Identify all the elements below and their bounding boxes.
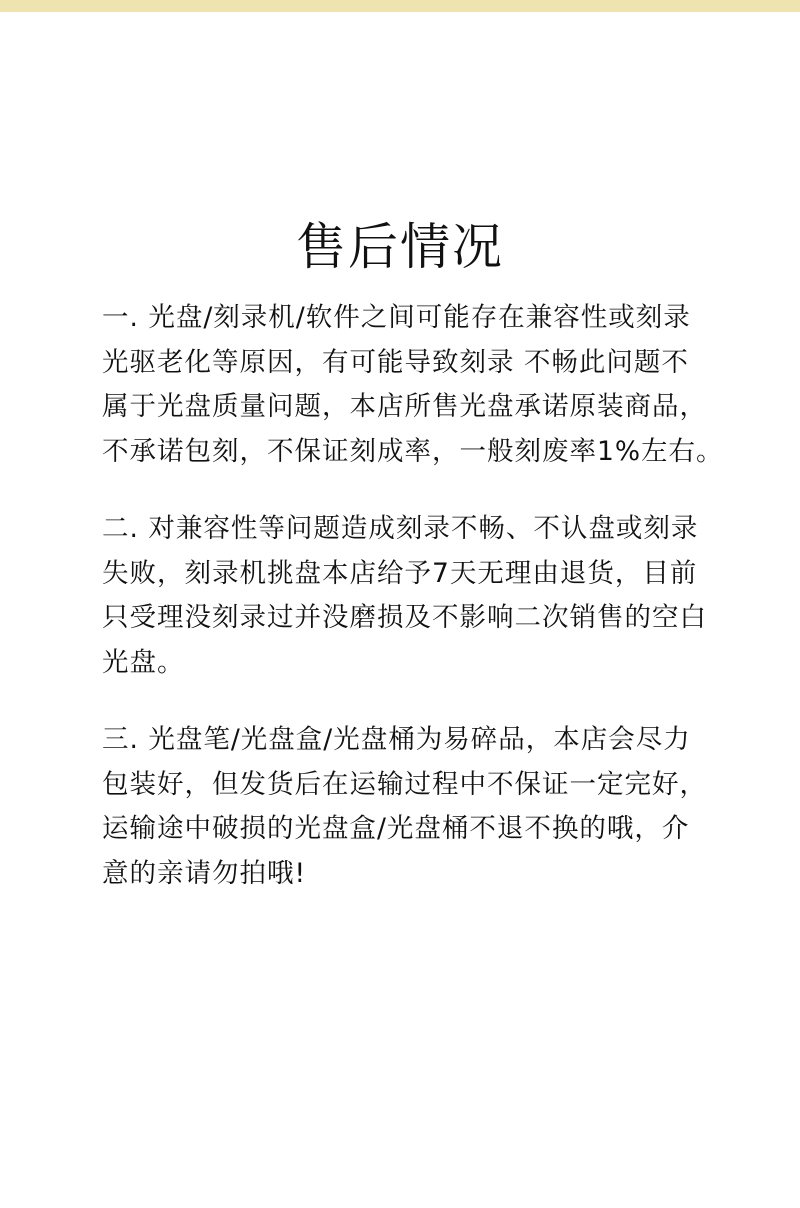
paragraph-line: 光盘。 — [102, 646, 185, 678]
paragraph-line: 光驱老化等原因，有可能导致刻录 不畅此问题不 — [102, 346, 689, 378]
paragraph-line: 失败，刻录机挑盘本店给予7天无理由退货，目前 — [102, 557, 698, 589]
policy-section-compatibility — [102, 296, 742, 474]
paragraph-line: 二. 对兼容性等问题造成刻录不畅、不认盘或刻录 — [102, 513, 699, 544]
page-title: 售后情况 — [296, 218, 504, 276]
paragraph-line: 三. 光盘笔/光盘盒/光盘桶为易碎品，本店会尽力 — [102, 724, 691, 755]
paragraph-line: 只受理没刻录过并没磨损及不影响二次销售的空白 — [102, 602, 707, 633]
policy-section-fragile-items — [102, 718, 742, 896]
paragraph-line: 不承诺包刻，不保证刻成率，一般刻废率1%左右。 — [102, 435, 724, 467]
paragraph-line: 意的亲请勿拍哦! — [102, 857, 307, 889]
policy-section-returns — [102, 507, 742, 685]
paragraph-line: 包装好，但发货后在运输过程中不保证一定完好， — [102, 768, 707, 800]
paragraph-line: 属于光盘质量问题，本店所售光盘承诺原装商品， — [102, 391, 707, 422]
top-color-band — [0, 0, 800, 12]
paragraph-line: 运输途中破损的光盘盒/光盘桶不退不换的哦，介 — [102, 813, 690, 844]
paragraph-line: 一. 光盘/刻录机/软件之间可能存在兼容性或刻录 — [102, 302, 691, 333]
